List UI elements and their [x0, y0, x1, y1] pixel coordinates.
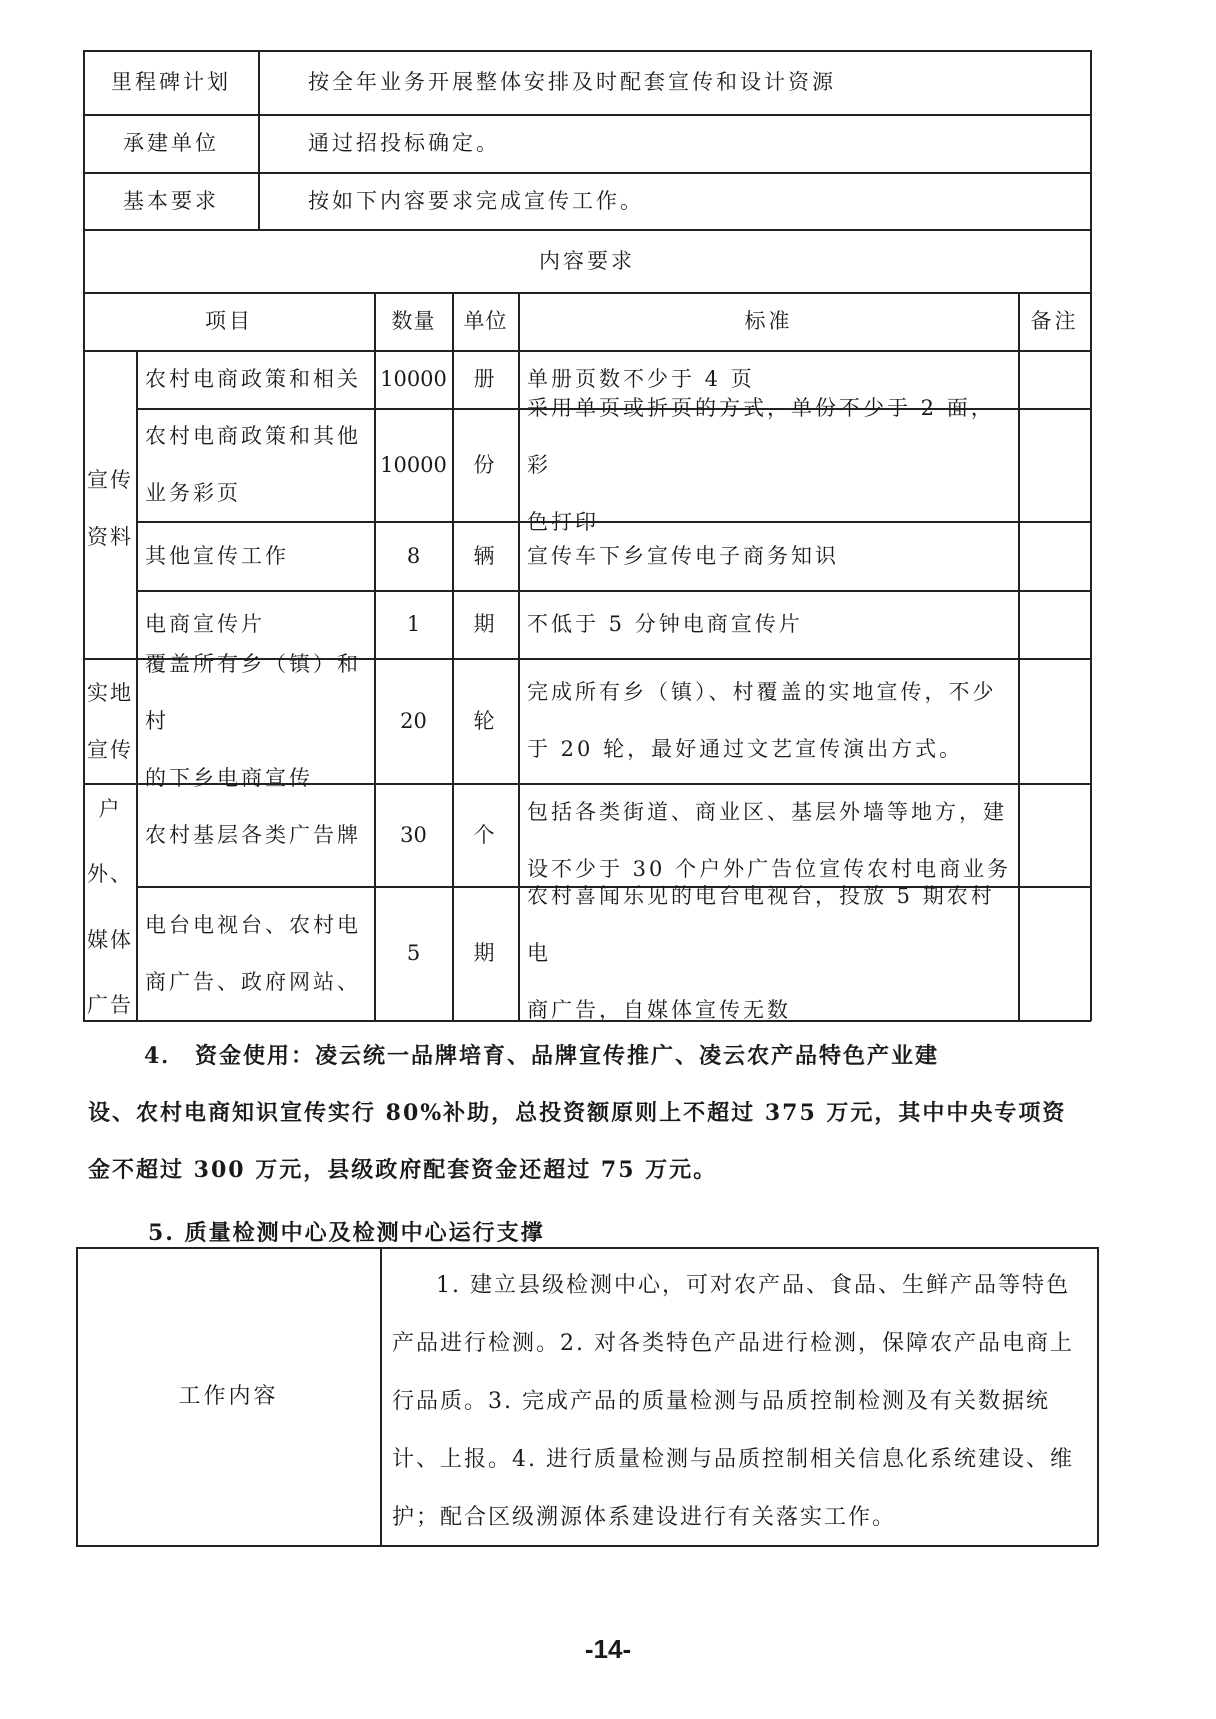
milestone-label: 里程碑计划 [111, 70, 231, 95]
row-standard: 不低于 5 分钟电商宣传片 [527, 612, 803, 637]
row-item: 农村基层各类广告牌 [145, 822, 361, 847]
content-title: 内容要求 [539, 248, 635, 273]
header-unit: 单位 [463, 309, 508, 334]
row-qty: 10000 [380, 452, 447, 477]
paragraph-line: 4． 资金使用：凌云统一品牌培育、品牌宣传推广、凌云农产品特色产业建 [144, 1043, 939, 1069]
section-5-heading: 5. 质量检测中心及检测中心运行支撑 [148, 1220, 545, 1246]
group-name: 实地 宣传 [87, 681, 133, 762]
row-item: 农村电商政策和其他 业务彩页 [145, 424, 361, 505]
milestone-value: 按全年业务开展整体安排及时配套宣传和设计资源 [308, 70, 836, 95]
row-standard: 完成所有乡（镇）、村覆盖的实地宣传，不少 于 20 轮，最好通过文艺宣传演出方式。 [527, 680, 997, 761]
row-unit: 辆 [473, 543, 498, 568]
row-standard: 包括各类街道、商业区、基层外墙等地方，建 设不少于 30 个户外广告位宣传农村电商业务 [527, 800, 1012, 881]
row-standard: 采用单页或折页的方式，单份不少于 2 面，彩 色打印 [527, 395, 995, 534]
row-unit: 册 [473, 367, 498, 392]
group-name: 户 外、 媒体 广告 [87, 797, 133, 1017]
row-qty: 20 [400, 708, 427, 733]
row-item: 其他宣传工作 [145, 543, 289, 568]
row-item: 农村电商政策和相关 [145, 367, 361, 392]
table-rule [258, 50, 260, 230]
basic-req-value: 按如下内容要求完成宣传工作。 [308, 188, 644, 213]
row-item: 覆盖所有乡（镇）和村 的下乡电商宣传 [145, 651, 361, 790]
header-standard: 标准 [744, 309, 793, 334]
page-number: -14- [584, 1634, 632, 1664]
header-note: 备注 [1030, 309, 1079, 334]
paragraph-line: 金不超过 300 万元，县级政府配套资金还超过 75 万元。 [88, 1157, 718, 1183]
row-unit: 期 [473, 941, 498, 966]
work-content-label: 工作内容 [178, 1383, 279, 1409]
contractor-label: 承建单位 [123, 131, 219, 156]
header-qty: 数量 [391, 309, 436, 334]
table-border-right [1090, 50, 1092, 1021]
table-rule [1018, 292, 1020, 1021]
table-border-right [1097, 1247, 1099, 1546]
row-qty: 10000 [380, 367, 447, 392]
row-qty: 5 [406, 941, 421, 966]
row-qty: 30 [400, 822, 427, 847]
contractor-value: 通过招投标确定。 [308, 131, 500, 156]
table-rule [380, 1247, 382, 1546]
header-item: 项目 [205, 309, 253, 334]
row-unit: 份 [473, 452, 498, 477]
row-qty: 8 [406, 543, 421, 568]
group-name: 宣传 资料 [87, 468, 133, 549]
row-qty: 1 [406, 612, 421, 637]
row-unit: 个 [473, 822, 498, 847]
work-content-text: 1. 建立县级检测中心，可对农产品、食品、生鲜产品等特色产品进行检测。2. 对各类特色产品进行检测，保障农产品电商上行品质。3. 完成产品的质量检测与品质控制检测及有关数据统计、上报。4. 进行质量检测与品质控制相关信息化系统建设、维护；配合区级溯源体系建设进行有关落实工作。 [392, 1273, 1074, 1530]
row-unit: 期 [473, 612, 498, 637]
row-standard: 农村喜闻乐见的电台电视台，投放 5 期农村电 商广告，自媒体宣传无数 [527, 884, 995, 1022]
paragraph-line: 设、农村电商知识宣传实行 80%补助，总投资额原则上不超过 375 万元，其中中央专项资 [88, 1100, 1067, 1126]
row-item: 电台电视台、农村电 商广告、政府网站、 [145, 912, 361, 994]
row-item: 电商宣传片 [145, 612, 265, 637]
row-standard: 宣传车下乡宣传电子商务知识 [527, 543, 839, 568]
row-standard: 单册页数不少于 4 页 [527, 367, 755, 392]
basic-req-label: 基本要求 [123, 188, 219, 213]
row-unit: 轮 [473, 708, 498, 733]
